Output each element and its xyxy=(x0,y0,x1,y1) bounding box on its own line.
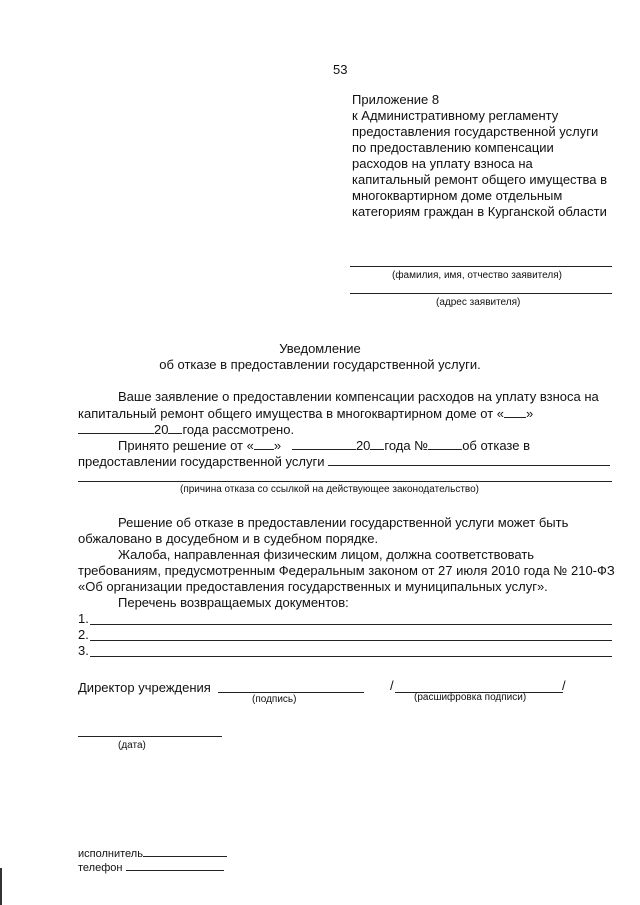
decision-number-field[interactable] xyxy=(428,437,462,450)
scan-edge-mark xyxy=(0,868,2,905)
p2-service-text: предоставлении государственной услуги xyxy=(78,454,325,469)
applicant-address-caption: (адрес заявителя) xyxy=(436,297,521,308)
p2-refusal-text: об отказе в xyxy=(462,438,530,453)
date-year-field[interactable] xyxy=(168,421,182,434)
annex-line: многоквартирном доме отдельным xyxy=(352,188,563,203)
p2-year-prefix: 20 xyxy=(355,438,371,453)
reason-line[interactable] xyxy=(78,481,612,482)
doc-item-2-label: 2. xyxy=(78,627,89,642)
p1-line2 xyxy=(78,405,533,422)
p1-line3 xyxy=(78,421,294,438)
annex-line: расходов на уплату взноса на xyxy=(352,156,533,171)
applicant-name-caption: (фамилия, имя, отчество заявителя) xyxy=(392,270,562,281)
decision-month-field[interactable] xyxy=(292,437,356,450)
date-caption: (дата) xyxy=(118,740,146,751)
decode-caption: (расшифровка подписи) xyxy=(414,692,527,703)
signature-caption: (подпись) xyxy=(252,694,297,705)
page-number: 53 xyxy=(333,62,348,77)
signature-line[interactable] xyxy=(218,692,364,693)
p1-reviewed-text: года рассмотрено. xyxy=(182,422,295,437)
applicant-address-line[interactable] xyxy=(350,293,612,294)
p1-line2-text: капитальный ремонт общего имущества в многоквартирном доме от « xyxy=(78,406,505,421)
p1-quote-close: » xyxy=(526,406,534,421)
date-line[interactable] xyxy=(78,736,222,737)
slash-right: / xyxy=(562,678,566,693)
p3-line2: обжаловано в досудебном и в судебном порядке. xyxy=(78,531,379,546)
doc-item-2-line[interactable] xyxy=(90,640,612,641)
p3-line1: Решение об отказе в предоставлении государственной услуги может быть xyxy=(118,515,569,530)
doc-item-1-line[interactable] xyxy=(90,624,612,625)
annex-line: предоставления государственной услуги xyxy=(352,124,599,139)
service-field[interactable] xyxy=(328,453,610,466)
notice-subtitle: об отказе в предоставлении государственной услуги. xyxy=(159,357,481,372)
executor-label: исполнитель xyxy=(78,848,143,860)
annex-line: по предоставлению компенсации xyxy=(352,140,554,155)
p2-line2 xyxy=(78,453,610,470)
p2-decision-text: Принято решение от « xyxy=(118,438,254,453)
date-day-field[interactable] xyxy=(504,405,526,418)
p4-line3: «Об организации предоставления государственных и муниципальных услуг». xyxy=(78,579,548,594)
reason-caption: (причина отказа со ссылкой на действующее законодательство) xyxy=(180,484,480,495)
doc-item-1-label: 1. xyxy=(78,611,89,626)
annex-line: Приложение 8 xyxy=(352,92,440,107)
p2-line1 xyxy=(118,437,530,454)
annex-line: к Административному регламенту xyxy=(352,108,559,123)
annex-block xyxy=(352,92,607,220)
executor-field[interactable] xyxy=(143,846,227,857)
decision-year-field[interactable] xyxy=(370,437,384,450)
applicant-name-line[interactable] xyxy=(350,266,612,267)
date-month-field[interactable] xyxy=(78,421,154,434)
executor-row xyxy=(78,846,227,861)
p4-line2: требованиям, предусмотренным Федеральным законом от 27 июля 2010 года № 210-ФЗ xyxy=(78,563,615,578)
phone-row xyxy=(78,860,224,875)
doc-item-3-label: 3. xyxy=(78,643,89,658)
doc-item-3-line[interactable] xyxy=(90,656,612,657)
annex-line: категориям граждан в Курганской области xyxy=(352,204,607,219)
slash-left: / xyxy=(390,678,394,693)
notice-title: Уведомление xyxy=(279,341,361,356)
p2-quote-close: » xyxy=(273,438,282,453)
director-label: Директор учреждения xyxy=(78,680,211,695)
p1-line1: Ваше заявление о предоставлении компенсации расходов на уплату взноса на xyxy=(118,389,599,404)
annex-line: капитальный ремонт общего имущества в xyxy=(352,172,608,187)
p2-number-label: года № xyxy=(384,438,429,453)
decision-day-field[interactable] xyxy=(254,437,274,450)
phone-label: телефон xyxy=(78,862,123,874)
p1-year-prefix: 20 xyxy=(154,422,169,437)
phone-field[interactable] xyxy=(126,860,224,871)
p4-line1: Жалоба, направленная физическим лицом, должна соответствовать xyxy=(118,547,535,562)
p5-docs-heading: Перечень возвращаемых документов: xyxy=(118,595,349,610)
